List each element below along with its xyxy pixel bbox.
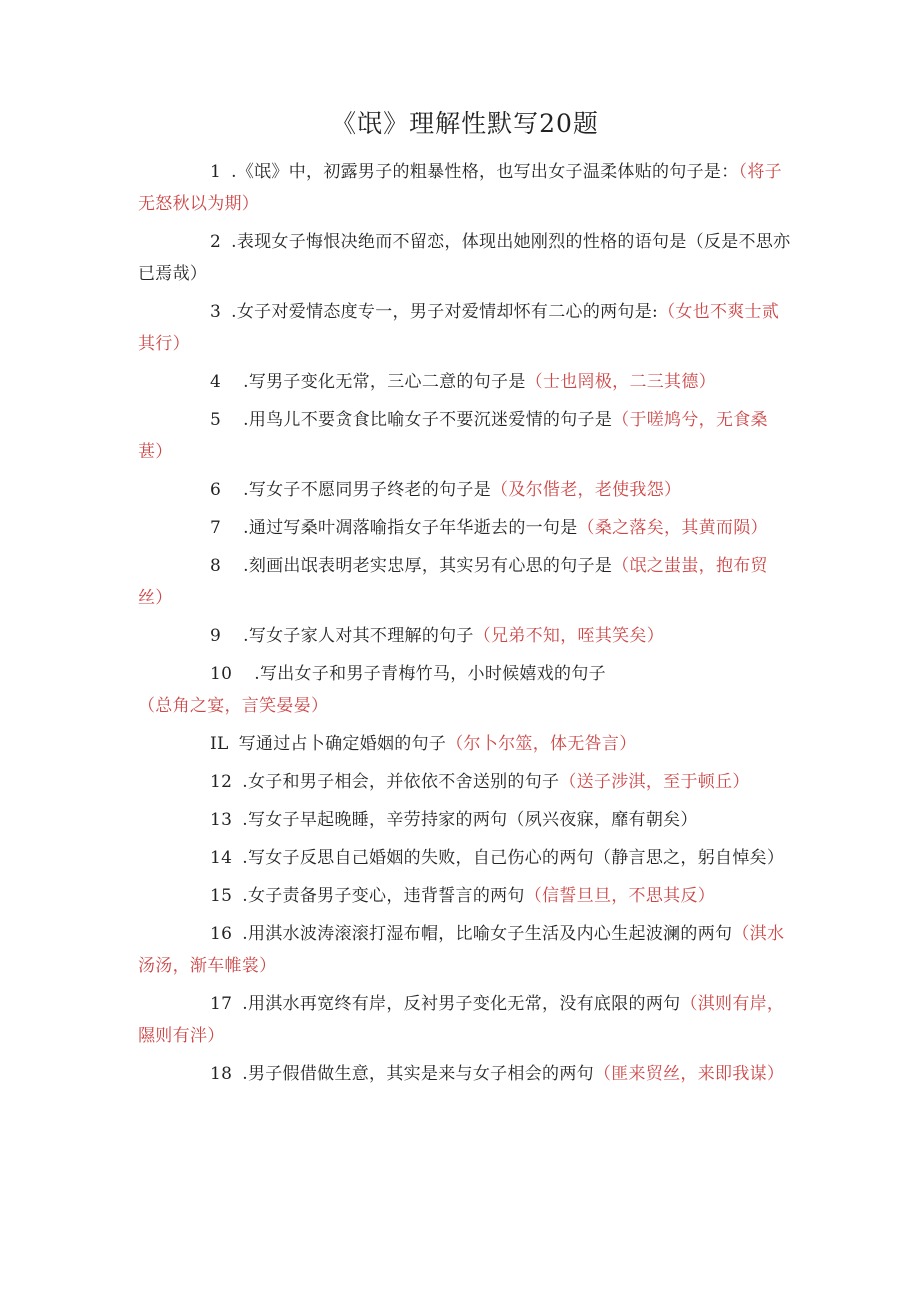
question-number: 6 [210,480,222,500]
question-text: .通过写桑叶凋落喻指女子年华逝去的一句是 [243,518,578,538]
answer-text: （尔卜尔筮，体无咎言） [446,734,637,754]
answer-text: （将子无怒秋以为期） [138,162,782,214]
question-text: .写女子早起晚睡，辛劳持家的两句（夙兴夜寐，靡有朝矣） [242,810,698,830]
question-item [138,658,792,722]
answer-text: （兄弟不知，咥其笑矣） [473,626,665,646]
question-item [138,804,792,836]
question-number: 5 [210,410,222,430]
question-item [138,366,792,398]
question-text: .用淇水再宽终有岸，反衬男子变化无常，没有底限的两句 [242,994,681,1014]
answer-text: （匪来贸丝，来即我谋） [593,1064,785,1084]
question-item [138,474,792,506]
question-number: 8 [210,556,222,576]
question-text: .女子对爱情态度专一，男子对爱情却怀有二心的两句是: [231,302,659,322]
question-text: .《氓》中，初露男子的粗暴性格，也写出女子温柔体贴的句子是： [231,162,739,182]
question-item [138,766,792,798]
answer-text: （士也罔极，二三其德） [525,372,716,392]
question-number: 16 [210,924,233,944]
answer-text: （淇则有岸，隰则有泮） [138,994,785,1046]
question-item [138,1058,792,1090]
question-number: 15 [210,886,233,906]
question-item [138,918,792,982]
question-number: 18 [210,1064,233,1084]
question-text: .写男子变化无常，三心二意的句子是 [243,372,526,392]
question-number: 14 [210,848,233,868]
question-number: 1 [210,162,222,182]
question-text: .男子假借做生意，其实是来与女子相会的两句 [242,1064,594,1084]
answer-text: （总角之宴，言笑晏晏） [138,696,329,716]
question-text: 写通过占卜确定婚姻的句子 [238,734,447,754]
question-number: 17 [210,994,233,1014]
answer-text: （于嗟鸠兮，无食桑葚） [138,410,768,462]
question-number: IL [210,734,229,754]
question-text: .女子责备男子变心，违背誓言的两句 [242,886,525,906]
question-item [138,404,792,468]
question-text: .用鸟儿不要贪食比喻女子不要沉迷爱情的句子是 [243,410,613,430]
question-item [138,226,792,290]
question-number: 13 [210,810,233,830]
question-text: .用淇水波涛滚滚打湿布帽，比喻女子生活及内心生起波澜的两句 [242,924,733,944]
question-item [138,728,792,760]
question-number: 9 [210,626,222,646]
question-text: .表现女子悔恨决绝而不留恋，体现出她刚烈的性格的语句是（反是不思亦已焉哉） [138,232,791,284]
answer-text: （及尔偕老，老使我怨） [491,480,682,500]
question-number: 3 [210,302,222,322]
question-item [138,296,792,360]
question-item [138,988,792,1052]
question-number: 12 [210,772,233,792]
question-item [138,156,792,220]
question-text: .女子和男子相会，并依依不舍送别的句子 [242,772,560,792]
answer-text: （信誓旦旦，不思其反） [524,886,716,906]
answer-text: （氓之蚩蚩，抱布贸丝） [138,556,768,608]
question-number: 10 [210,664,233,684]
answer-text: （桑之落矣，其黄而陨） [577,518,768,538]
question-text: .写女子不愿同男子终老的句子是 [243,480,492,500]
question-item [138,620,792,652]
question-text: .写女子反思自己婚姻的失败，自己伤心的两句（静言思之，躬自悼矣） [242,848,785,868]
answer-text: （送子涉淇，至于顿丘） [559,772,750,792]
question-number: 7 [210,518,222,538]
question-number: 2 [210,232,222,252]
answer-text: （淇水汤汤，渐车帷裳） [138,924,785,976]
question-text: .写女子家人对其不理解的句子 [243,626,474,646]
question-item [138,842,792,874]
question-item [138,880,792,912]
page-title: 《氓》理解性默写20题 [331,109,599,138]
question-number: 4 [210,372,222,392]
question-list [138,156,792,1090]
answer-text: （女也不爽士贰其行） [138,302,780,354]
question-item [138,550,792,614]
question-item [138,512,792,544]
question-text: .刻画出氓表明老实忠厚，其实另有心思的句子是 [243,556,613,576]
question-text: .写出女子和男子青梅竹马，小时候嬉戏的句子 [254,664,606,684]
